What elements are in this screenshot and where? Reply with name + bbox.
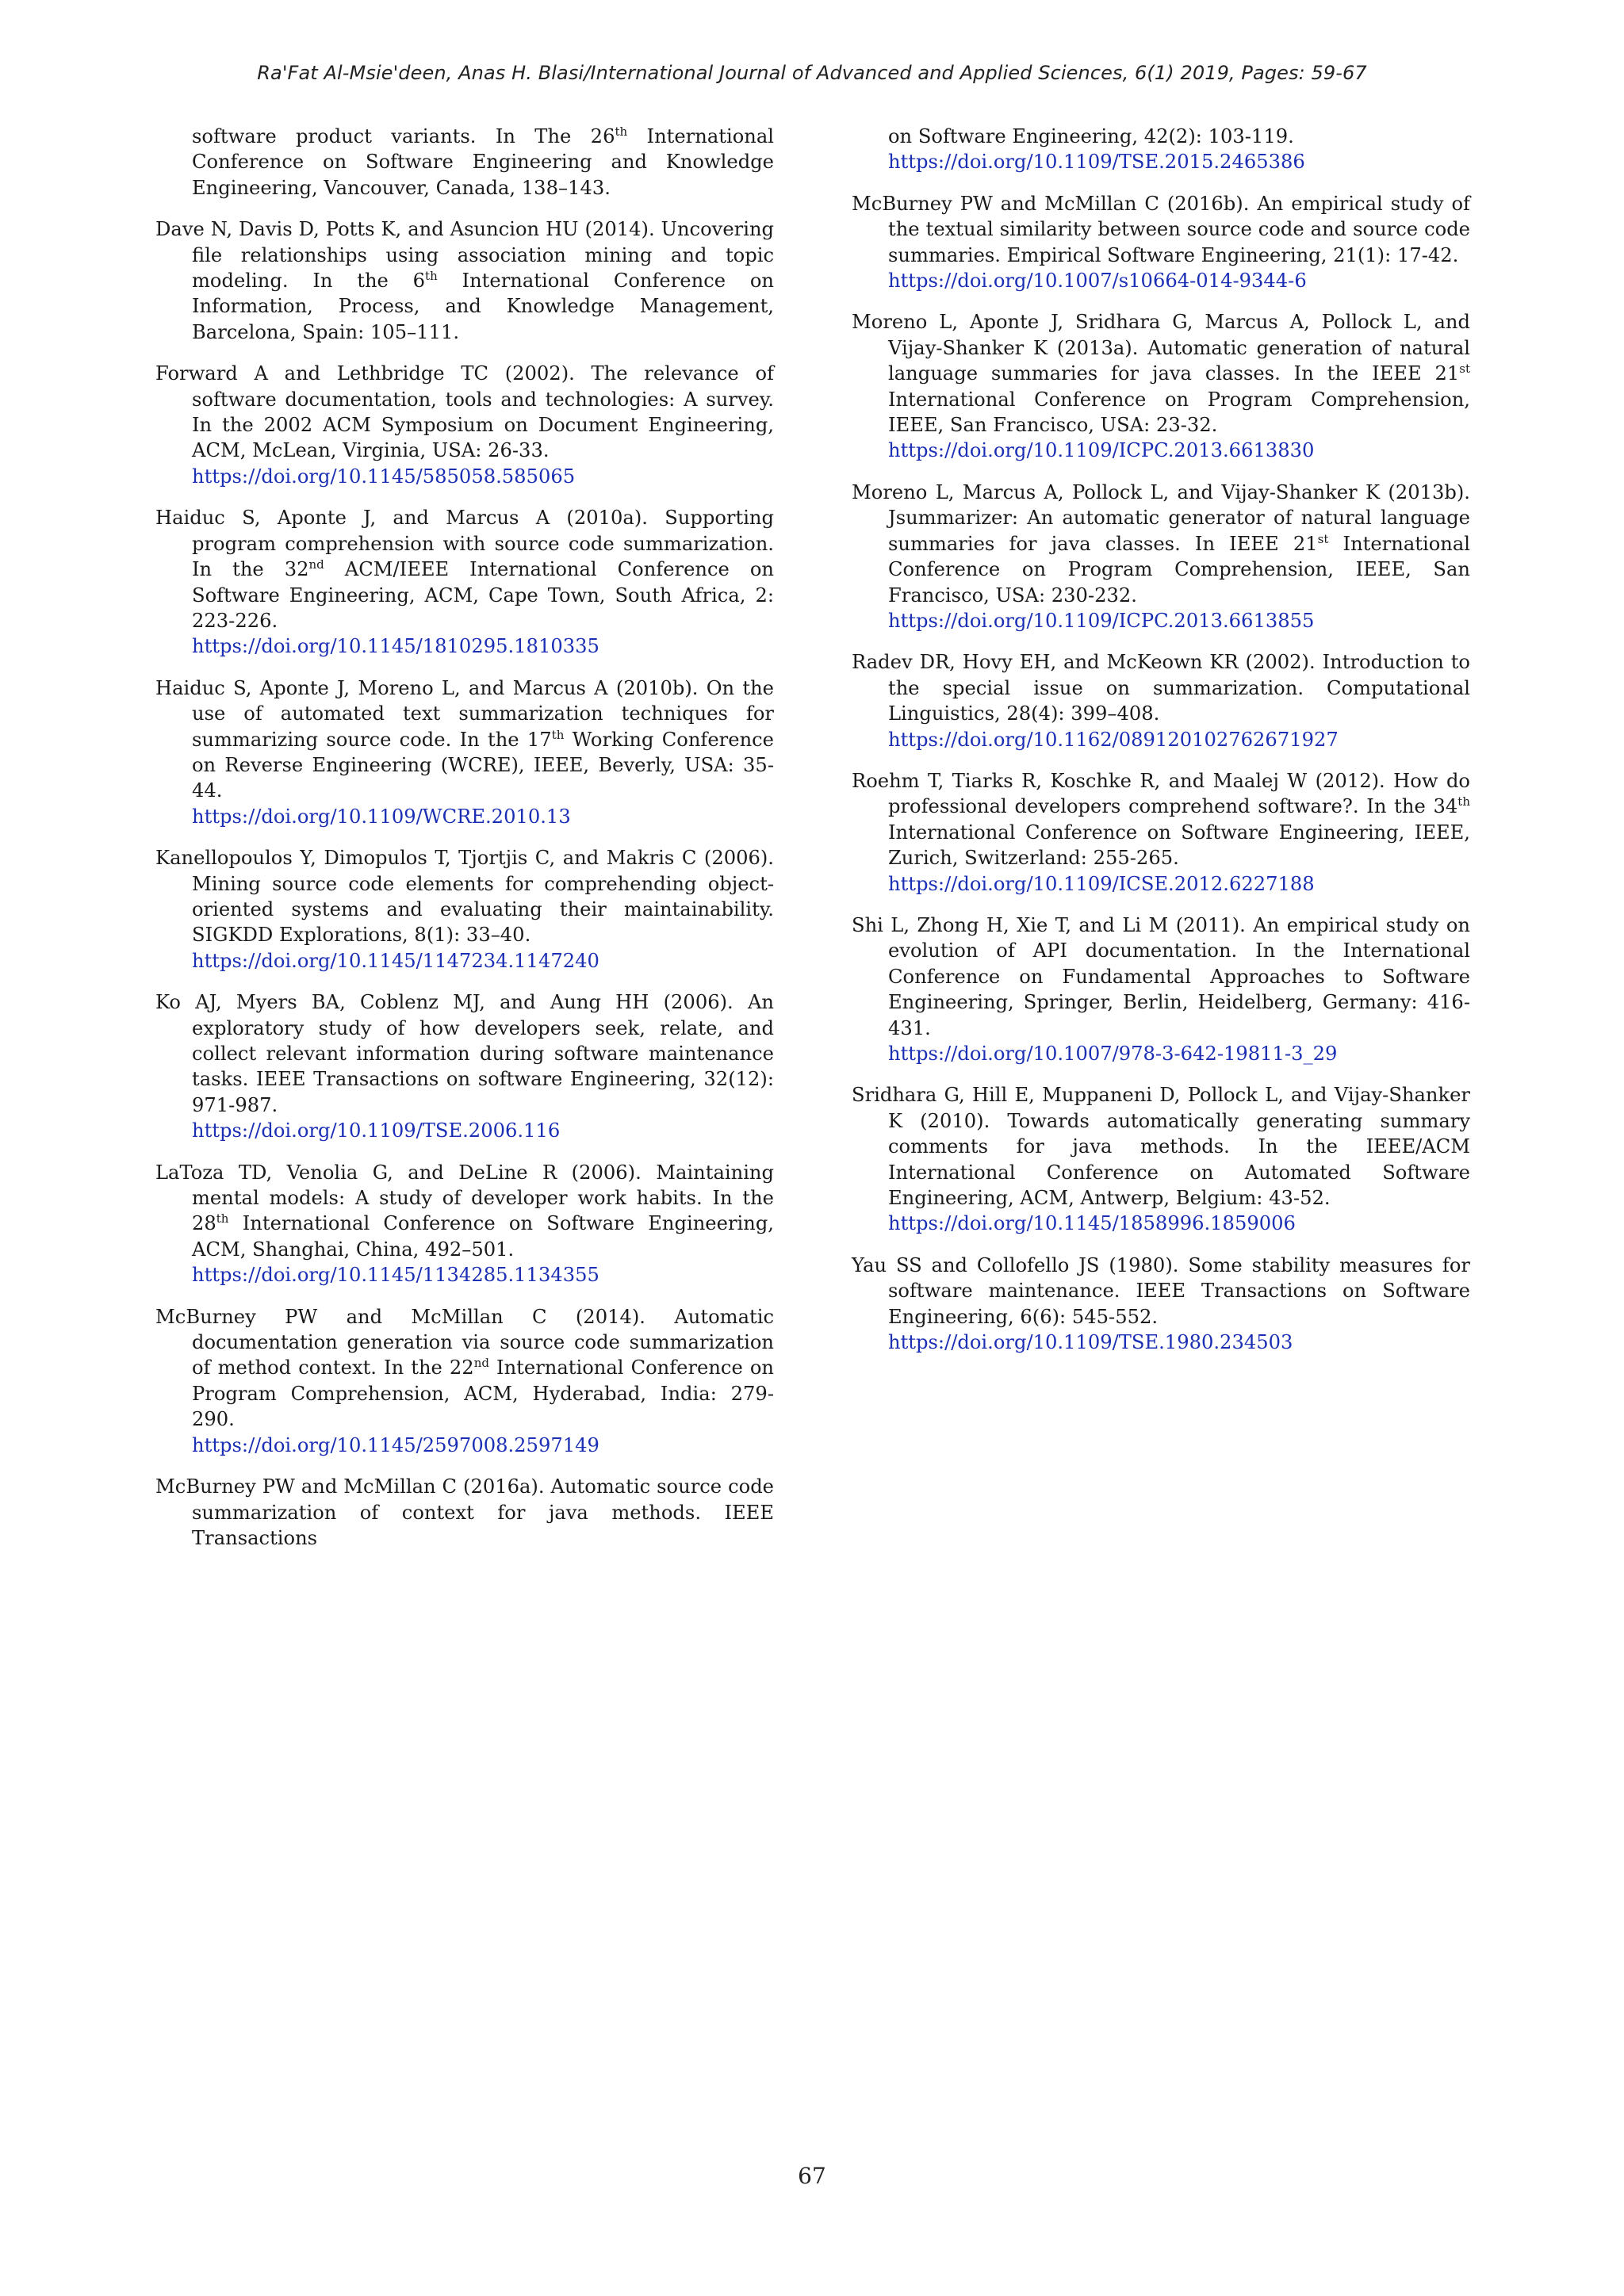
- doi-link[interactable]: https://doi.org/10.1109/ICPC.2013.6613830: [888, 439, 1315, 462]
- doi-link[interactable]: https://doi.org/10.1109/WCRE.2010.13: [192, 805, 571, 828]
- reference-entry: Ko AJ, Myers BA, Coblenz MJ, and Aung HH (2006). An exploratory study of how developers seek, relate, and collect relevant information during software maintenance tasks. IEEE Transactions on software Engineering, 32(12): 971-987. https://doi.org/10.1109/TSE.2006.116: [155, 991, 774, 1142]
- doi-link[interactable]: https://doi.org/10.1145/1147234.1147240: [192, 949, 599, 972]
- doi-link[interactable]: https://doi.org/10.1007/978-3-642-19811-3_29: [888, 1043, 1338, 1065]
- reference-entry: Haiduc S, Aponte J, and Marcus A (2010a). Supporting program comprehension with source code summarization. In the 32nd ACM/IEEE International Conference on Software Engineering, ACM, Cape Town, South Africa, 2: 223-226. https://doi.org/10.1145/1810295.1810335: [155, 507, 775, 658]
- reference-entry: Radev DR, Hovy EH, and McKeown KR (2002). Introduction to the special issue on summarization. Computational Linguistics, 28(4): 399–408. https://doi.org/10.1162/089120102762671927: [852, 651, 1470, 751]
- running-head: Ra'Fat Al-Msie'deen, Anas H. Blasi/International Journal of Advanced and Applied Sciences, 6(1) 2019, Pages: 59-67: [257, 62, 1367, 84]
- reference-entry: Moreno L, Aponte J, Sridhara G, Marcus A, Pollock L, and Vijay-Shanker K (2013a). Automatic generation of natural language summaries for java classes. In the IEEE 21st International Conference on Program Comprehension, IEEE, San Francisco, USA: 23-32. https://doi.org/10.1109/ICPC.2013.6613830: [852, 311, 1470, 462]
- reference-entry: McBurney PW and McMillan C (2016a). Automatic source code summarization of context for java methods. IEEE Transactions: [155, 1475, 774, 1549]
- reference-entry: McBurney PW and McMillan C (2014). Automatic documentation generation via source code summarization of method context. In the 22nd International Conference on Program Comprehension, ACM, Hyderabad, India: 279-290. https://doi.org/10.1145/2597008.2597149: [155, 1305, 774, 1456]
- reference-entry: Sridhara G, Hill E, Muppaneni D, Pollock L, and Vijay-Shanker K (2010). Towards automatically generating summary comments for java methods. In the IEEE/ACM International Conference on Automated Software Engineering, ACM, Antwerp, Belgium: 43-52. https://doi.org/10.1145/1858996.1859006: [852, 1084, 1470, 1235]
- reference-entry: Shi L, Zhong H, Xie T, and Li M (2011). An empirical study on evolution of API documentation. In the International Conference on Fundamental Approaches to Software Engineering, Springer, Berlin, Heidelberg, Germany: 416-431. https://doi.org/10.1007/978-3-642-19811-3_29: [852, 913, 1470, 1065]
- doi-link[interactable]: https://doi.org/10.1162/089120102762671927: [888, 728, 1339, 751]
- doi-link[interactable]: https://doi.org/10.1145/1858996.1859006: [888, 1212, 1296, 1235]
- reference-entry: Forward A and Lethbridge TC (2002). The relevance of software documentation, tools and technologies: A survey. In the 2002 ACM Symposium on Document Engineering, ACM, McLean, Virginia, USA: 26-33. https://doi.org/10.1145/585058.585065: [155, 362, 774, 488]
- doi-link[interactable]: https://doi.org/10.1007/s10664-014-9344-6: [888, 270, 1307, 293]
- reference-entry: Kanellopoulos Y, Dimopulos T, Tjortjis C, and Makris C (2006). Mining source code elements for comprehending object-oriented systems and evaluating their maintainability. SIGKDD Explorations, 8(1): 33–40. https://doi.org/10.1145/1147234.1147240: [155, 847, 774, 972]
- doi-link[interactable]: https://doi.org/10.1145/1134285.1134355: [192, 1264, 599, 1287]
- reference-entry: Yau SS and Collofello JS (1980). Some stability measures for software maintenance. IEEE Transactions on Software Engineering, 6(6): 545-552. https://doi.org/10.1109/TSE.1980.234503: [852, 1253, 1470, 1354]
- doi-link[interactable]: https://doi.org/10.1145/1810295.1810335: [192, 635, 599, 658]
- references-left-column: [155, 124, 774, 1567]
- reference-entry: Haiduc S, Aponte J, Moreno L, and Marcus A (2010b). On the use of automated text summarization techniques for summarizing source code. In the 17th Working Conference on Reverse Engineering (WCRE), IEEE, Beverly, USA: 35-44. https://doi.org/10.1109/WCRE.2010.13: [155, 676, 775, 828]
- reference-entry: on Software Engineering, 42(2): 103-119. https://doi.org/10.1109/TSE.2015.2465386: [888, 125, 1305, 174]
- references-right-column: [852, 124, 1470, 1371]
- reference-entry: LaToza TD, Venolia G, and DeLine R (2006). Maintaining mental models: A study of developer work habits. In the 28th International Conference on Software Engineering, ACM, Shanghai, China, 492–501. https://doi.org/10.1145/1134285.1134355: [155, 1161, 774, 1287]
- reference-entry: software product variants. In The 26th International Conference on Software Engineering and Knowledge Engineering, Vancouver, Canada, 138–143.: [192, 124, 774, 199]
- reference-entry: McBurney PW and McMillan C (2016b). An empirical study of the textual similarity between source code and source code summaries. Empirical Software Engineering, 21(1): 17-42. https://doi.org/10.1007/s10664-014-9344-6: [852, 192, 1470, 293]
- reference-entry: Roehm T, Tiarks R, Koschke R, and Maalej W (2012). How do professional developers comprehend software?. In the 34th International Conference on Software Engineering, IEEE, Zurich, Switzerland: 255-265. https://doi.org/10.1109/ICSE.2012.6227188: [852, 769, 1470, 895]
- doi-link[interactable]: https://doi.org/10.1109/TSE.2006.116: [192, 1119, 561, 1142]
- doi-link[interactable]: https://doi.org/10.1109/TSE.1980.234503: [888, 1331, 1293, 1354]
- doi-link[interactable]: https://doi.org/10.1145/585058.585065: [192, 465, 576, 488]
- reference-entry: Moreno L, Marcus A, Pollock L, and Vijay-Shanker K (2013b). Jsummarizer: An automatic generator of natural language summaries for java classes. In IEEE 21st International Conference on Program Comprehension, IEEE, San Francisco, USA: 230-232. https://doi.org/10.1109/ICPC.2013.6613855: [852, 480, 1470, 632]
- doi-link[interactable]: https://doi.org/10.1109/ICSE.2012.6227188: [888, 872, 1315, 895]
- reference-entry: Dave N, Davis D, Potts K, and Asuncion HU (2014). Uncovering file relationships using association mining and topic modeling. In the 6th International Conference on Information, Process, and Knowledge Management, Barcelona, Spain: 105–111.: [155, 218, 774, 343]
- doi-link[interactable]: https://doi.org/10.1109/TSE.2015.2465386: [888, 151, 1305, 174]
- page-number: 67: [798, 2163, 826, 2189]
- doi-link[interactable]: https://doi.org/10.1145/2597008.2597149: [192, 1433, 599, 1456]
- doi-link[interactable]: https://doi.org/10.1109/ICPC.2013.6613855: [888, 609, 1315, 632]
